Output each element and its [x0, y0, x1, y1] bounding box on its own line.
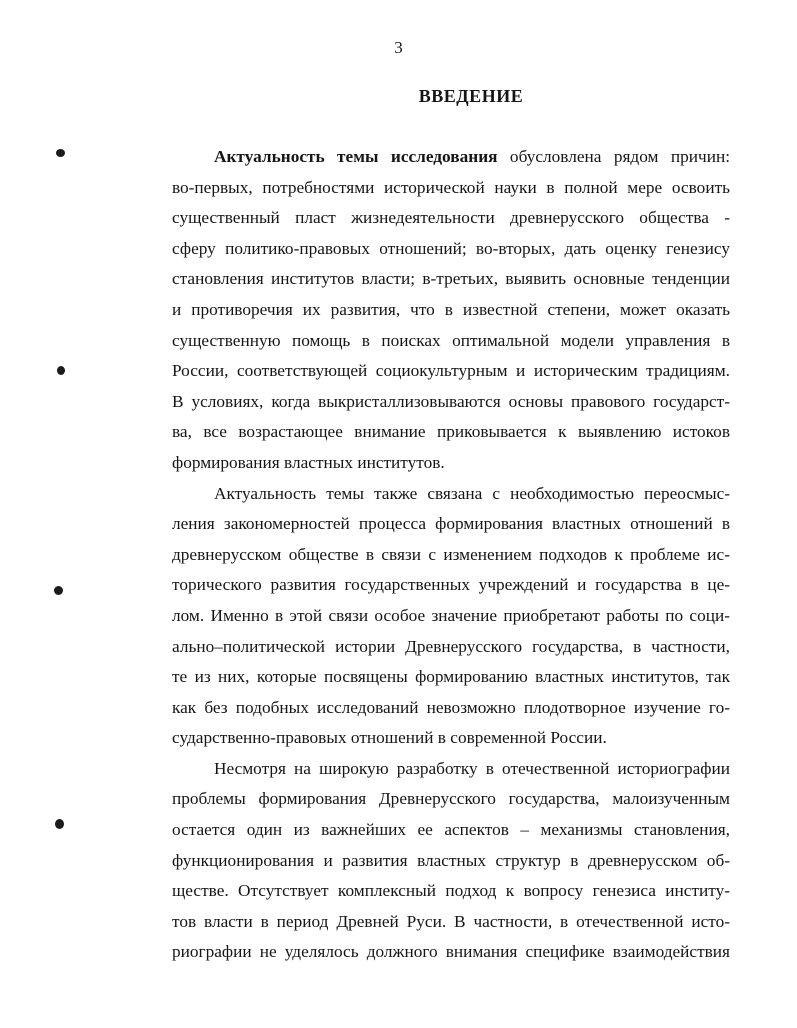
text-line: сферу политико-правовых отношений; во-вторых, дать оценку генезису: [172, 238, 730, 258]
text-line: те из них, которые посвящены формированию властных институтов, так: [172, 667, 730, 687]
text-line: Несмотря на широкую разработку в отечественной историографии: [214, 758, 730, 778]
page-number: 3: [394, 38, 403, 57]
text-line: существенный пласт жизнедеятельности древнерусского общества -: [172, 208, 730, 228]
text-line: сударственно-правовых отношений в современной России.: [172, 728, 607, 748]
margin-mark: [55, 819, 64, 829]
text-line: проблемы формирования Древнерусского государства, малоизученным: [172, 789, 730, 809]
text-line: существенную помощь в поисках оптимальной модели управления в: [172, 330, 730, 350]
text-line: формирования властных институтов.: [172, 452, 445, 472]
text-line: ления закономерностей процесса формирования властных отношений в: [172, 514, 730, 534]
text-line: функционирования и развития властных структур в древнерусском об-: [172, 850, 730, 870]
text-line: [172, 142, 730, 173]
text-line: риографии не уделялось должного внимания специфике взаимодействия: [172, 942, 730, 962]
text-line: ва, все возрастающее внимание приковывается к выявлению истоков: [172, 422, 730, 442]
margin-mark: [57, 366, 65, 375]
body-text: [172, 142, 730, 968]
margin-mark: [54, 586, 63, 595]
text-line: Актуальность темы также связана с необходимостью переосмыс-: [214, 483, 730, 503]
text-line: ально–политической истории Древнерусского государства, в частности,: [172, 636, 730, 656]
text-line: становления институтов власти; в-третьих, выявить основные тенденции: [172, 269, 730, 289]
section-heading: ВВЕДЕНИЕ: [418, 86, 524, 106]
bold-lead: Актуальность темы исследования: [214, 147, 498, 166]
text-line: торического развития государственных учреждений и государства в це-: [172, 575, 730, 595]
text-line: и противоречия их развития, что в известной степени, может оказать: [172, 299, 730, 319]
text-line: тов власти в период Древней Руси. В частности, в отечественной исто-: [172, 911, 730, 931]
lead-rest: обусловлена рядом причин:: [497, 147, 730, 166]
text-line: древнерусском обществе в связи с изменением подходов к проблеме ис-: [172, 544, 730, 564]
margin-mark: [56, 149, 65, 157]
text-line: ществе. Отсутствует комплексный подход к вопросу генезиса институ-: [172, 881, 730, 901]
text-line: лом. Именно в этой связи особое значение приобретают работы по соци-: [172, 605, 730, 625]
text-line: В условиях, когда выкристаллизовываются основы правового государст-: [172, 391, 730, 411]
text-line: как без подобных исследований невозможно плодотворное изучение го-: [172, 697, 730, 717]
text-line: России, соответствующей социокультурным и историческим традициям.: [172, 361, 730, 381]
text-line: во-первых, потребностями исторической науки в полной мере освоить: [172, 177, 730, 197]
text-line: остается один из важнейших ее аспектов – механизмы становления,: [172, 820, 730, 840]
